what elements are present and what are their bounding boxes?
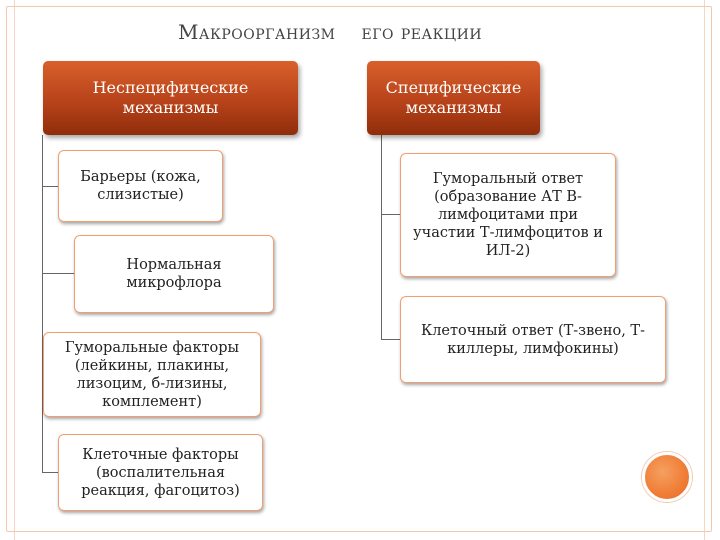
node-humoral-factors-label: Гуморальные факторы (лейкины, плакины, лизоцим, б-лизины, комплемент) — [64, 339, 240, 410]
node-humoral-factors — [43, 332, 261, 417]
node-barriers — [58, 150, 223, 222]
node-barriers-label: Барьеры (кожа, слизистые) — [80, 169, 201, 203]
node-cellular-factors — [58, 434, 263, 511]
nonspecific-mechanisms-label: Неспецифические механизмы — [92, 78, 249, 117]
node-humoral-response — [400, 153, 616, 277]
right-branch-humoral-response — [381, 214, 400, 215]
nonspecific-mechanisms-header — [43, 61, 298, 135]
slide-title — [0, 20, 660, 44]
left-branch-microflora — [42, 273, 74, 274]
specific-mechanisms-header — [367, 61, 540, 135]
specific-mechanisms-label: Специфические механизмы — [385, 78, 522, 117]
title-part-2: его реакции — [361, 20, 483, 44]
decorative-circle — [642, 452, 692, 502]
left-branch-cellular-factors — [42, 472, 58, 473]
node-cellular-factors-label: Клеточные факторы (воспалительная реакция, фагоцитоз) — [81, 446, 240, 499]
node-humoral-response-label: Гуморальный ответ (образование АТ В-лимфоцитами при участии Т-лимфоцитов и ИЛ-2) — [413, 171, 603, 259]
left-branch-barriers — [42, 186, 58, 187]
node-cellular-response-label: Клеточный ответ (Т-звено, Т-киллеры, лимфокины) — [420, 322, 646, 357]
title-part-1: Макроорганизм — [177, 20, 336, 44]
right-tree-vertical-line — [381, 135, 382, 340]
right-branch-cellular-response — [381, 339, 400, 340]
node-normal-microflora-label: Нормальная микрофлора — [126, 257, 222, 291]
node-cellular-response — [400, 296, 666, 383]
node-normal-microflora — [74, 235, 274, 313]
